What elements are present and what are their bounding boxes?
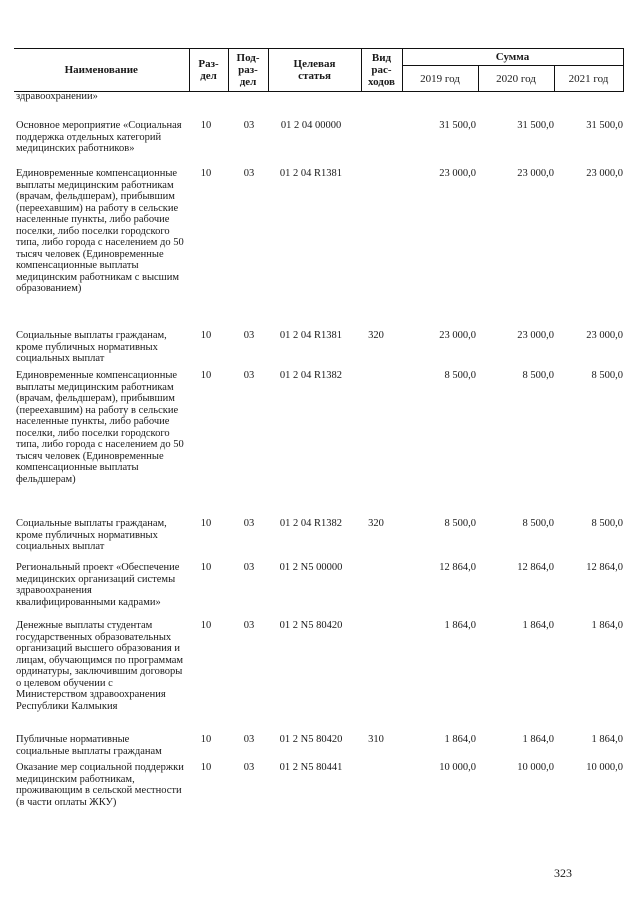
row-statya: 01 2 N5 80420 bbox=[279, 620, 343, 631]
row-vid: 310 bbox=[368, 734, 384, 745]
row-name: Социальные выплаты гражданам, кроме публичных нормативных социальных выплат bbox=[16, 330, 167, 364]
row-name: Денежные выплаты студентам государственных образовательных организаций высшего образования и лицам, обучающимся по программам ординатуры, заключившим договоры о целевом обучении с Министерством здравоохранения Республики Калмыкия bbox=[16, 620, 184, 712]
budget-table-header bbox=[14, 48, 624, 92]
row-sum-2020: 1 864,0 bbox=[522, 620, 554, 631]
header-year-2020: 2020 год bbox=[478, 66, 554, 92]
header-podrazdel: Под- раз- дел bbox=[228, 49, 268, 92]
row-name: Единовременные компенсационные выплаты медицинским работникам (врачам, фельдшерам), прибывшим (переехавшим) на работу в сельские населенные пункты, либо рабочие поселки, либо поселки городского типа, либо города с населением до 50 тысяч человек (Единовременные компенсационные выплаты фельдшерам) bbox=[16, 370, 184, 485]
row-sum-2021: 23 000,0 bbox=[586, 330, 623, 341]
header-statya: Целевая статья bbox=[268, 49, 361, 92]
row-sum-2019: 31 500,0 bbox=[439, 120, 476, 131]
row-podrazdel: 03 bbox=[243, 562, 255, 573]
row-sum-2020: 10 000,0 bbox=[517, 762, 554, 773]
header-year-2019: 2019 год bbox=[402, 66, 478, 92]
row-razdel: 10 bbox=[200, 762, 212, 773]
row-name: Публичные нормативные социальные выплаты гражданам bbox=[16, 734, 162, 757]
header-vid: Вид рас- ходов bbox=[361, 49, 402, 92]
row-sum-2020: 1 864,0 bbox=[522, 734, 554, 745]
row-sum-2019: 1 864,0 bbox=[444, 734, 476, 745]
row-name: Единовременные компенсационные выплаты медицинским работникам (врачам, фельдшерам), прибывшим (переехавшим) на работу в сельские населенные пункты, либо рабочие поселки, либо поселки городского типа, либо города с населением до 50 тысяч человек (Единовременные компенсационные выплаты медицинским работникам с высшим образованием) bbox=[16, 168, 184, 294]
row-statya: 01 2 04 00000 bbox=[280, 120, 342, 131]
row-sum-2020: 23 000,0 bbox=[517, 330, 554, 341]
row-sum-2021: 31 500,0 bbox=[586, 120, 623, 131]
row-statya: 01 2 N5 80420 bbox=[279, 734, 343, 745]
row-podrazdel: 03 bbox=[243, 330, 255, 341]
row-name: Основное мероприятие «Социальная поддержка отдельных категорий медицинских работников» bbox=[16, 120, 182, 154]
row-vid: 320 bbox=[368, 330, 384, 341]
row-statya: 01 2 04 R1382 bbox=[279, 518, 343, 529]
row-razdel: 10 bbox=[200, 120, 212, 131]
row-name: Региональный проект «Обеспечение медицинских организаций системы здравоохранения квалифицированными кадрами» bbox=[16, 562, 180, 608]
header-year-2021: 2021 год bbox=[554, 66, 623, 92]
row-sum-2020: 31 500,0 bbox=[517, 120, 554, 131]
row-name: Оказание мер социальной поддержки медицинским работникам, проживающим в сельской местности (в части оплаты ЖКУ) bbox=[16, 762, 184, 808]
row-statya: 01 2 N5 00000 bbox=[279, 562, 343, 573]
row-vid: 320 bbox=[368, 518, 384, 529]
row-razdel: 10 bbox=[200, 734, 212, 745]
row-sum-2019: 12 864,0 bbox=[439, 562, 476, 573]
row-sum-2019: 1 864,0 bbox=[444, 620, 476, 631]
row-name: Социальные выплаты гражданам, кроме публичных нормативных социальных выплат bbox=[16, 518, 167, 552]
row-sum-2021: 12 864,0 bbox=[586, 562, 623, 573]
row-podrazdel: 03 bbox=[243, 168, 255, 179]
row-sum-2019: 23 000,0 bbox=[439, 168, 476, 179]
row-podrazdel: 03 bbox=[243, 620, 255, 631]
header-summa: Сумма bbox=[402, 49, 623, 66]
row-sum-2021: 23 000,0 bbox=[586, 168, 623, 179]
row-podrazdel: 03 bbox=[243, 370, 255, 381]
row-razdel: 10 bbox=[200, 168, 212, 179]
row-statya: 01 2 N5 80441 bbox=[279, 762, 343, 773]
row-sum-2021: 1 864,0 bbox=[591, 620, 623, 631]
row-sum-2021: 1 864,0 bbox=[591, 734, 623, 745]
row-razdel: 10 bbox=[200, 620, 212, 631]
row-razdel: 10 bbox=[200, 370, 212, 381]
row-sum-2019: 8 500,0 bbox=[444, 518, 476, 529]
row-sum-2021: 8 500,0 bbox=[591, 370, 623, 381]
row-sum-2019: 8 500,0 bbox=[444, 370, 476, 381]
row-sum-2020: 23 000,0 bbox=[517, 168, 554, 179]
row-razdel: 10 bbox=[200, 518, 212, 529]
row-sum-2020: 8 500,0 bbox=[522, 518, 554, 529]
row-sum-2020: 12 864,0 bbox=[517, 562, 554, 573]
row-sum-2019: 23 000,0 bbox=[439, 330, 476, 341]
row-name: здравоохранении» bbox=[16, 91, 98, 102]
row-statya: 01 2 04 R1381 bbox=[279, 168, 343, 179]
row-podrazdel: 03 bbox=[243, 734, 255, 745]
row-sum-2019: 10 000,0 bbox=[439, 762, 476, 773]
row-sum-2021: 10 000,0 bbox=[586, 762, 623, 773]
row-sum-2021: 8 500,0 bbox=[591, 518, 623, 529]
row-razdel: 10 bbox=[200, 330, 212, 341]
row-podrazdel: 03 bbox=[243, 120, 255, 131]
row-podrazdel: 03 bbox=[243, 518, 255, 529]
row-podrazdel: 03 bbox=[243, 762, 255, 773]
row-statya: 01 2 04 R1381 bbox=[279, 330, 343, 341]
row-statya: 01 2 04 R1382 bbox=[279, 370, 343, 381]
header-razdel: Раз- дел bbox=[189, 49, 228, 92]
page-number: 323 bbox=[554, 866, 572, 880]
row-razdel: 10 bbox=[200, 562, 212, 573]
row-sum-2020: 8 500,0 bbox=[522, 370, 554, 381]
header-name: Наименование bbox=[14, 49, 189, 92]
